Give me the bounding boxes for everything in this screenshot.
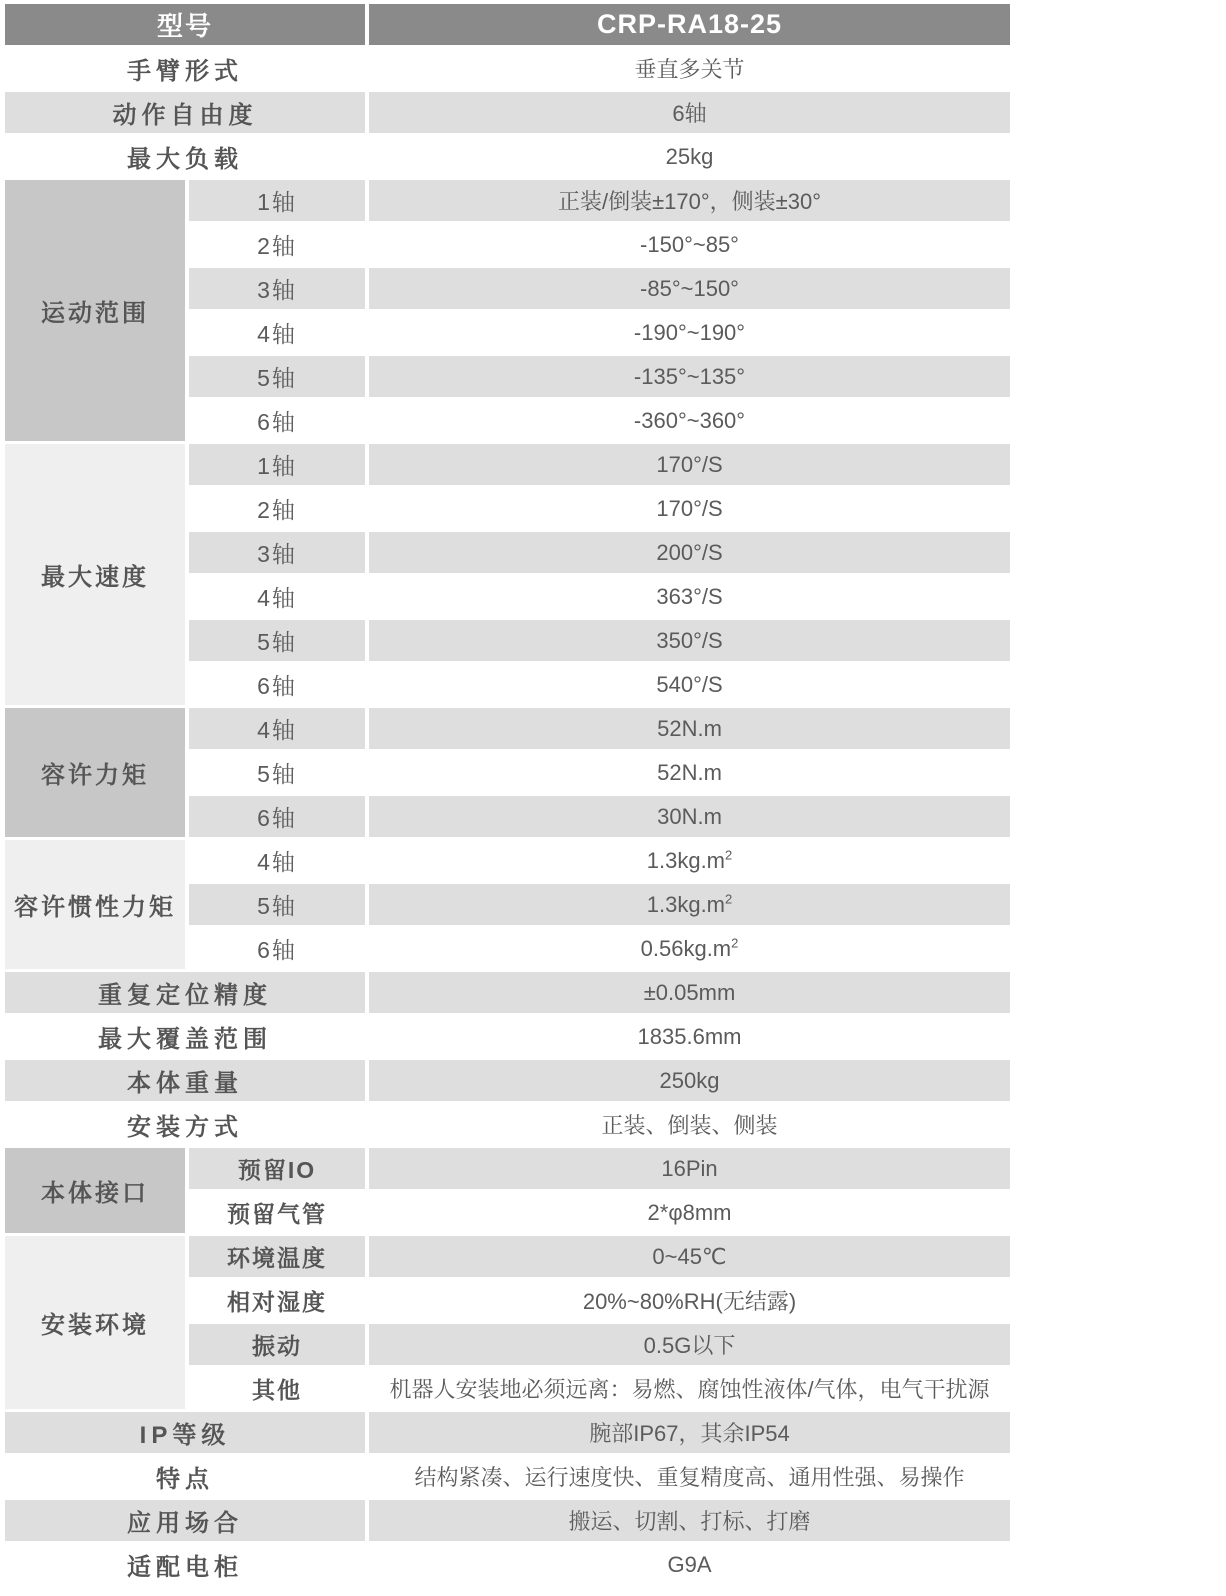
value-cell: 170°/S bbox=[369, 444, 1010, 485]
sub-label: 6轴 bbox=[189, 796, 365, 837]
spec-row bbox=[5, 1016, 1010, 1057]
value-cell: ±0.05mm bbox=[369, 972, 1010, 1013]
value-cell: 0~45℃ bbox=[369, 1236, 1010, 1277]
spec-row bbox=[5, 1500, 1010, 1541]
value-cell: 200°/S bbox=[369, 532, 1010, 573]
value-cell: $1.3kg.m^2$ bbox=[369, 884, 1010, 925]
spec-row bbox=[5, 1412, 1010, 1453]
row-label: 重复定位精度 bbox=[5, 972, 365, 1013]
value-cell: 52N.m bbox=[369, 752, 1010, 793]
sub-label: 2轴 bbox=[189, 488, 365, 529]
value-cell: 16Pin bbox=[369, 1148, 1010, 1189]
value-cell: -85°~150° bbox=[369, 268, 1010, 309]
row-label: 应用场合 bbox=[5, 1500, 365, 1541]
model-label-cell: 型号 bbox=[5, 4, 365, 45]
group-label: 容许力矩 bbox=[5, 708, 185, 837]
value-cell: -135°~135° bbox=[369, 356, 1010, 397]
spec-row bbox=[5, 1456, 1010, 1497]
value-cell: 2*φ8mm bbox=[369, 1192, 1010, 1233]
value-cell: -360°~360° bbox=[369, 400, 1010, 441]
spec-row bbox=[5, 1236, 1010, 1277]
superscript: 2 bbox=[725, 891, 733, 907]
sub-label: 预留气管 bbox=[189, 1192, 365, 1233]
superscript: 2 bbox=[725, 847, 733, 863]
value-cell: 机器人安装地必须远离：易燃、腐蚀性液体/气体，电气干扰源 bbox=[369, 1368, 1010, 1409]
sub-label: 4轴 bbox=[189, 576, 365, 617]
group-label: 容许惯性力矩 bbox=[5, 840, 185, 969]
value-cell: $0.56kg.m^2$ bbox=[369, 928, 1010, 969]
value-cell: 170°/S bbox=[369, 488, 1010, 529]
sub-label: 其他 bbox=[189, 1368, 365, 1409]
value-cell: 1835.6mm bbox=[369, 1016, 1010, 1057]
spec-row bbox=[5, 1104, 1010, 1145]
value-cell: 结构紧凑、运行速度快、重复精度高、通用性强、易操作 bbox=[369, 1456, 1010, 1497]
spec-row bbox=[5, 1060, 1010, 1101]
value-cell: 52N.m bbox=[369, 708, 1010, 749]
sub-label: 5轴 bbox=[189, 884, 365, 925]
value-cell: 30N.m bbox=[369, 796, 1010, 837]
value-cell: 腕部IP67，其余IP54 bbox=[369, 1412, 1010, 1453]
row-label: 最大负载 bbox=[5, 136, 365, 177]
spec-row bbox=[5, 180, 1010, 221]
value-cell: 正装/倒装±170°，侧装±30° bbox=[369, 180, 1010, 221]
spec-row bbox=[5, 136, 1010, 177]
model-value-cell: CRP-RA18-25 bbox=[369, 4, 1010, 45]
spec-row bbox=[5, 1544, 1010, 1585]
row-label: 安装方式 bbox=[5, 1104, 365, 1145]
spec-row bbox=[5, 444, 1010, 485]
sub-label: 6轴 bbox=[189, 664, 365, 705]
spec-row bbox=[5, 840, 1010, 881]
sub-label: 6轴 bbox=[189, 400, 365, 441]
spec-row bbox=[5, 92, 1010, 133]
value-cell: 搬运、切割、打标、打磨 bbox=[369, 1500, 1010, 1541]
sub-label: 6轴 bbox=[189, 928, 365, 969]
value-cell: 350°/S bbox=[369, 620, 1010, 661]
sub-label: 4轴 bbox=[189, 312, 365, 353]
sub-label: 环境温度 bbox=[189, 1236, 365, 1277]
value-cell: 正装、倒装、侧装 bbox=[369, 1104, 1010, 1145]
value-cell: G9A bbox=[369, 1544, 1010, 1585]
sub-label: 5轴 bbox=[189, 752, 365, 793]
value-cell: -190°~190° bbox=[369, 312, 1010, 353]
table-header-row bbox=[5, 4, 1010, 45]
sub-label: 3轴 bbox=[189, 268, 365, 309]
sub-label: 2轴 bbox=[189, 224, 365, 265]
row-label: IP等级 bbox=[5, 1412, 365, 1453]
sub-label: 5轴 bbox=[189, 356, 365, 397]
sub-label: 5轴 bbox=[189, 620, 365, 661]
value-cell: 6轴 bbox=[369, 92, 1010, 133]
sub-label: 4轴 bbox=[189, 840, 365, 881]
sub-label: 3轴 bbox=[189, 532, 365, 573]
value-cell: 20%~80%RH(无结露) bbox=[369, 1280, 1010, 1321]
group-label: 本体接口 bbox=[5, 1148, 185, 1233]
sub-label: 1轴 bbox=[189, 444, 365, 485]
sub-label: 4轴 bbox=[189, 708, 365, 749]
row-label: 动作自由度 bbox=[5, 92, 365, 133]
value-cell: 25kg bbox=[369, 136, 1010, 177]
row-label: 手臂形式 bbox=[5, 48, 365, 89]
value-cell: 363°/S bbox=[369, 576, 1010, 617]
spec-row bbox=[5, 48, 1010, 89]
row-label: 特点 bbox=[5, 1456, 365, 1497]
row-label: 本体重量 bbox=[5, 1060, 365, 1101]
row-label: 适配电柜 bbox=[5, 1544, 365, 1585]
group-label: 运动范围 bbox=[5, 180, 185, 441]
row-label: 最大覆盖范围 bbox=[5, 1016, 365, 1057]
value-cell: $1.3kg.m^2$ bbox=[369, 840, 1010, 881]
value-cell: 0.5G以下 bbox=[369, 1324, 1010, 1365]
sub-label: 预留IO bbox=[189, 1148, 365, 1189]
spec-row bbox=[5, 1148, 1010, 1189]
spec-row bbox=[5, 972, 1010, 1013]
value-cell: 垂直多关节 bbox=[369, 48, 1010, 89]
sub-label: 相对湿度 bbox=[189, 1280, 365, 1321]
value-cell: 250kg bbox=[369, 1060, 1010, 1101]
spec-row bbox=[5, 708, 1010, 749]
value-cell: 540°/S bbox=[369, 664, 1010, 705]
value-cell: -150°~85° bbox=[369, 224, 1010, 265]
group-label: 最大速度 bbox=[5, 444, 185, 705]
superscript: 2 bbox=[731, 935, 739, 951]
group-label: 安装环境 bbox=[5, 1236, 185, 1409]
spec-table bbox=[1, 1, 1014, 1588]
sub-label: 振动 bbox=[189, 1324, 365, 1365]
sub-label: 1轴 bbox=[189, 180, 365, 221]
